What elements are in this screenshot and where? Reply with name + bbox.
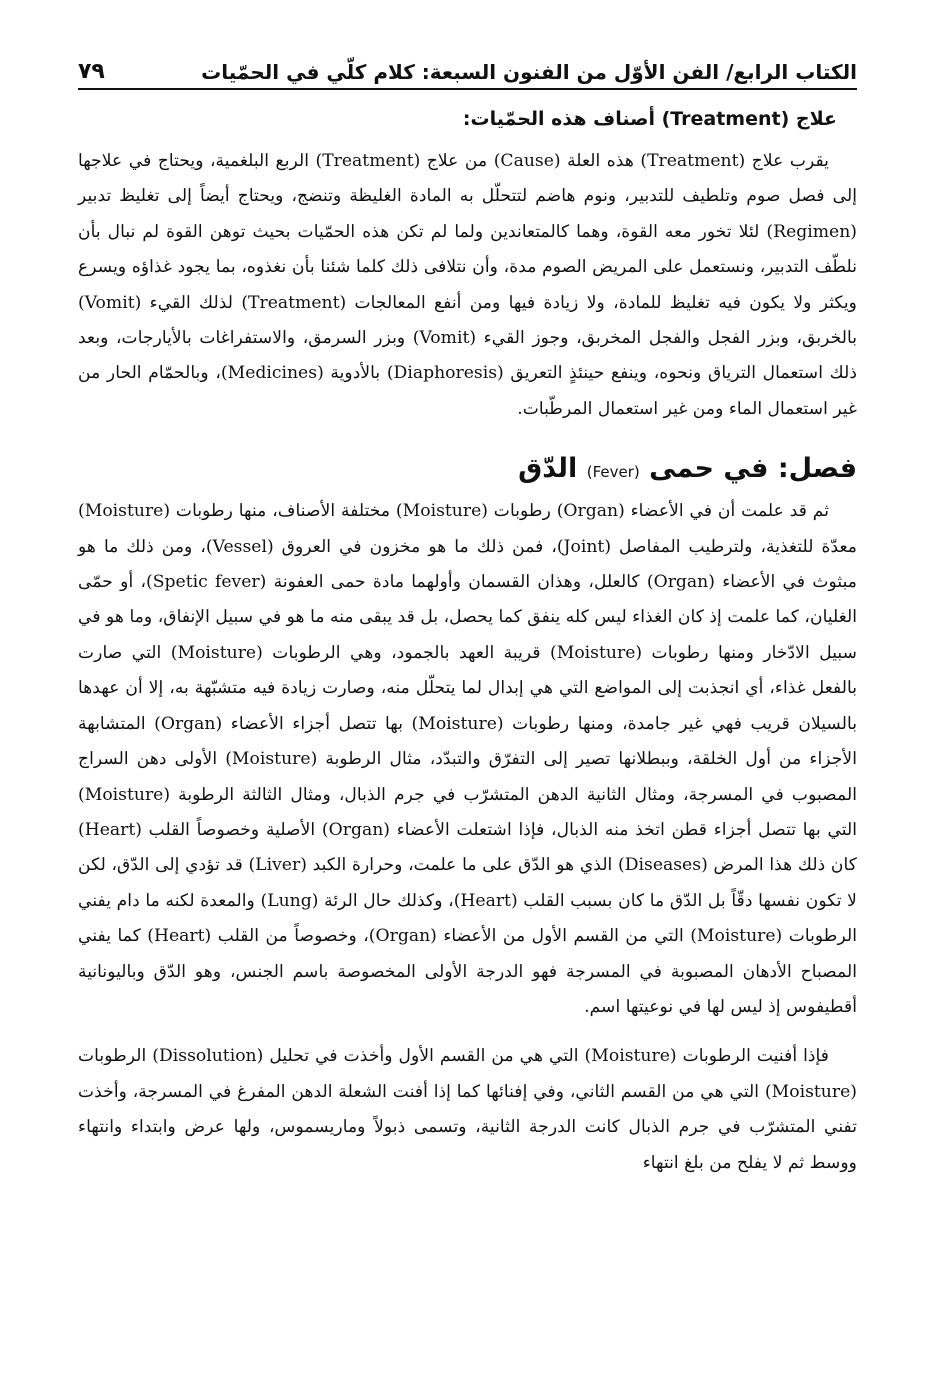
running-title: الكتاب الرابع/ الفن الأوّل من الفنون السبعة: كلام كلّي في الحمّيات [201,60,857,84]
chapter-title-latin: (Fever) [586,463,640,482]
header-rule [78,88,857,90]
chapter-paragraph-1: ثم قد علمت أن في الأعضاء (Organ) رطوبات (Moisture) مختلفة الأصناف، منها رطوبات (Moisture) معدّة للتغذية، ولترطيب المفاصل (Joint)، فمن ذلك ما هو مخزون في العروق (Vessel)، ومن ذلك ما هو مبثوث في الأعضاء (Organ) كالعلل، وهذان القسمان وأولهما مادة حمى العفونة (Spetic fever)، أو حمّى الغليان، كما علمت إذ كان الغذاء ليس كله ينفق كما يحصل، بل قد يبقى منه ما هو في سبيل الإنفاق، وما هو في سبيل الادّخار ومنها رطوبات (Moisture) قريبة العهد بالجمود، وهي الرطوبات (Moisture) التي صارت بالفعل غذاء، أي انجذبت إلى المواضع التي هي إبدال لما يتحلّل منه، وصارت زيادة فيه متشبّهة به، إلا أن عهدها بالسيلان قريب فهي غير جامدة، ومنها رطوبات (Moisture) بها تتصل أجزاء الأعضاء (Organ) المتشابهة الأجزاء من أول الخلقة، وببطلانها تصير إلى التفرّق والتبدّد، مثال الرطوبة (Moisture) الأولى دهن السراج المصبوب في المسرجة، ومثال الثانية الدهن المتشرّب في جرم الذبال، ومثال الثالثة الرطوبة (Moisture) التي بها تتصل أجزاء قطن اتخذ منه الذبال، فإذا اشتعلت الأعضاء (Organ) الأصلية وخصوصاً القلب (Heart) كان ذلك هذا المرض (Diseases) الذي هو الدّق على ما علمت، وحرارة الكبد (Liver) قد تؤدي إلى الدّق، لكن لا تكون نفسها دقّاً بل الدّق ما كان بسبب القلب (Heart)، وكذلك حال الرئة (Lung) والمعدة لكنه ما دام يفني الرطوبات (Moisture) التي من القسم الأول من الأعضاء (Organ)، وخصوصاً من القلب (Heart) كما يفني المصباح الأدهان المصبوبة في المسرجة فهو الدرجة الأولى المخصوصة باسم الجنس، وهو الدّق وباليونانية أقطيفوس إذ ليس لها في نوعيتها اسم. [78,501,858,1017]
running-header [78,44,857,84]
page-number: ٧٩ [78,59,105,84]
treatment-paragraph: يقرب علاج (Treatment) هذه العلة (Cause) من علاج (Treatment) الربع البلغمية، ويحتاج في علاجها إلى فصل صوم وتلطيف للتدبير، ونوم هاضم لتتحلّل به المادة الغليظة وتنضج، ويحتاج أيضاً إلى تغليظ تدبير (Regimen) لئلا تخور معه القوة، وهما كالمتعاندين ولما لم تكن هذه الحمّيات بحيث توهن القوة لم نبال بأن نلطّف التدبير، ونستعمل على المريض الصوم مدة، وأن نتلافى ذلك كلما شئنا بأن نغذوه، بما يجود غذاؤه ويسرع ويكثر ولا يكون فيه تغليظ للمادة، ولا زيادة فيها ومن أنفع المعالجات (Treatment) لذلك القيء (Vomit) بالخربق، وبزر الفجل والفجل المخربق، وجوز القيء (Vomit) وبزر السرمق، والاستفراغات بالأيارجات، وبعد ذلك استعمال الترياق ونحوه، وينفع حينئذٍ التعريق (Diaphoresis) بالأدوية (Medicines)، وبالحمّام الحار من غير استعمال الماء ومن غير استعمال المرطّبات. [78,151,857,419]
chapter-title-arabic-2: الدّق [518,453,578,485]
page-content [78,108,857,1181]
chapter-paragraph-2: فإذا أفنيت الرطوبات (Moisture) التي هي من القسم الأول وأخذت في تحليل (Dissolution) الرطوبات (Moisture) التي هي من القسم الثاني، وفي إفنائها كما إذا أفنت الشعلة الدهن المفرغ في المسرجة، وأخذت تفني المتشرّب في جرم الذبال كانت الدرجة الثانية، وتسمى ذبولاً وماريسموس، ولها عرض وابتداء وانتهاء ووسط ثم لا يفلح من بلغ انتهاء [78,1046,857,1173]
treatment-heading: علاج (Treatment) أصناف هذه الحمّيات: [462,108,837,130]
paragraph-gap [78,1025,857,1039]
chapter-title [78,453,857,484]
chapter-title-arabic-1: فصل: في حمى [649,453,857,485]
